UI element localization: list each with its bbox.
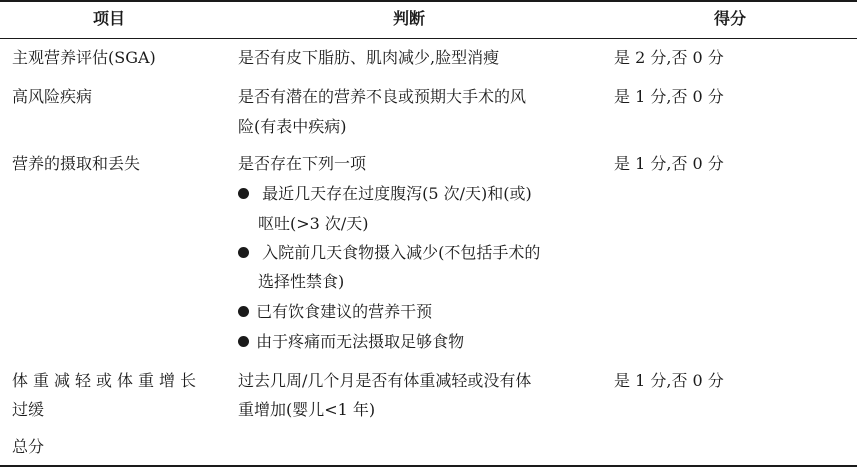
bullet-text-continuation: 呕吐(>3 次/天) [258, 214, 369, 233]
row-score: 是 1 分,否 0 分 [614, 154, 724, 173]
row-item-line: 过缓 [12, 400, 45, 419]
table-top-rule [0, 0, 857, 2]
bullet-text: 由于疼痛而无法摄取足够食物 [256, 332, 465, 351]
row-item: 营养的摄取和丢失 [12, 154, 141, 173]
row-score: 是 1 分,否 0 分 [614, 87, 724, 106]
bullet-dot-icon [238, 336, 249, 347]
bullet-text: 最近几天存在过度腹泻(5 次/天)和(或) [262, 184, 532, 203]
header-score: 得分 [714, 9, 747, 28]
header-item: 项目 [93, 9, 126, 28]
header-rule [0, 38, 857, 39]
bullet-item [238, 179, 532, 209]
bullet-dot-icon [238, 188, 249, 199]
row-judgement-intro: 是否存在下列一项 [238, 154, 367, 173]
bullet-item [238, 327, 464, 357]
row-judgement-line: 过去几周/几个月是否有体重减轻或没有体 [238, 371, 532, 390]
bullet-text: 已有饮食建议的营养干预 [256, 302, 433, 321]
row-score: 是 1 分,否 0 分 [614, 371, 724, 390]
bullet-text: 入院前几天食物摄入减少(不包括手术的 [262, 243, 541, 262]
row-score: 是 2 分,否 0 分 [614, 48, 724, 67]
row-judgement: 是否有皮下脂肪、肌肉减少,脸型消瘦 [238, 48, 500, 67]
row-judgement-line: 险(有表中疾病) [238, 117, 347, 136]
bullet-dot-icon [238, 247, 249, 258]
row-item: 高风险疾病 [12, 87, 93, 106]
row-judgement-line: 重增加(婴儿<1 年) [238, 400, 376, 419]
row-item: 主观营养评估(SGA) [12, 48, 156, 67]
header-judgement: 判断 [393, 9, 426, 28]
row-judgement-line: 是否有潜在的营养不良或预期大手术的风 [238, 87, 527, 106]
row-item-line: 体重减轻或体重增长 [12, 371, 202, 390]
row-item-total: 总分 [12, 437, 45, 456]
bullet-item [238, 297, 432, 327]
bullet-item [238, 238, 540, 268]
bullet-dot-icon [238, 306, 249, 317]
bullet-text-continuation: 选择性禁食) [258, 272, 345, 291]
